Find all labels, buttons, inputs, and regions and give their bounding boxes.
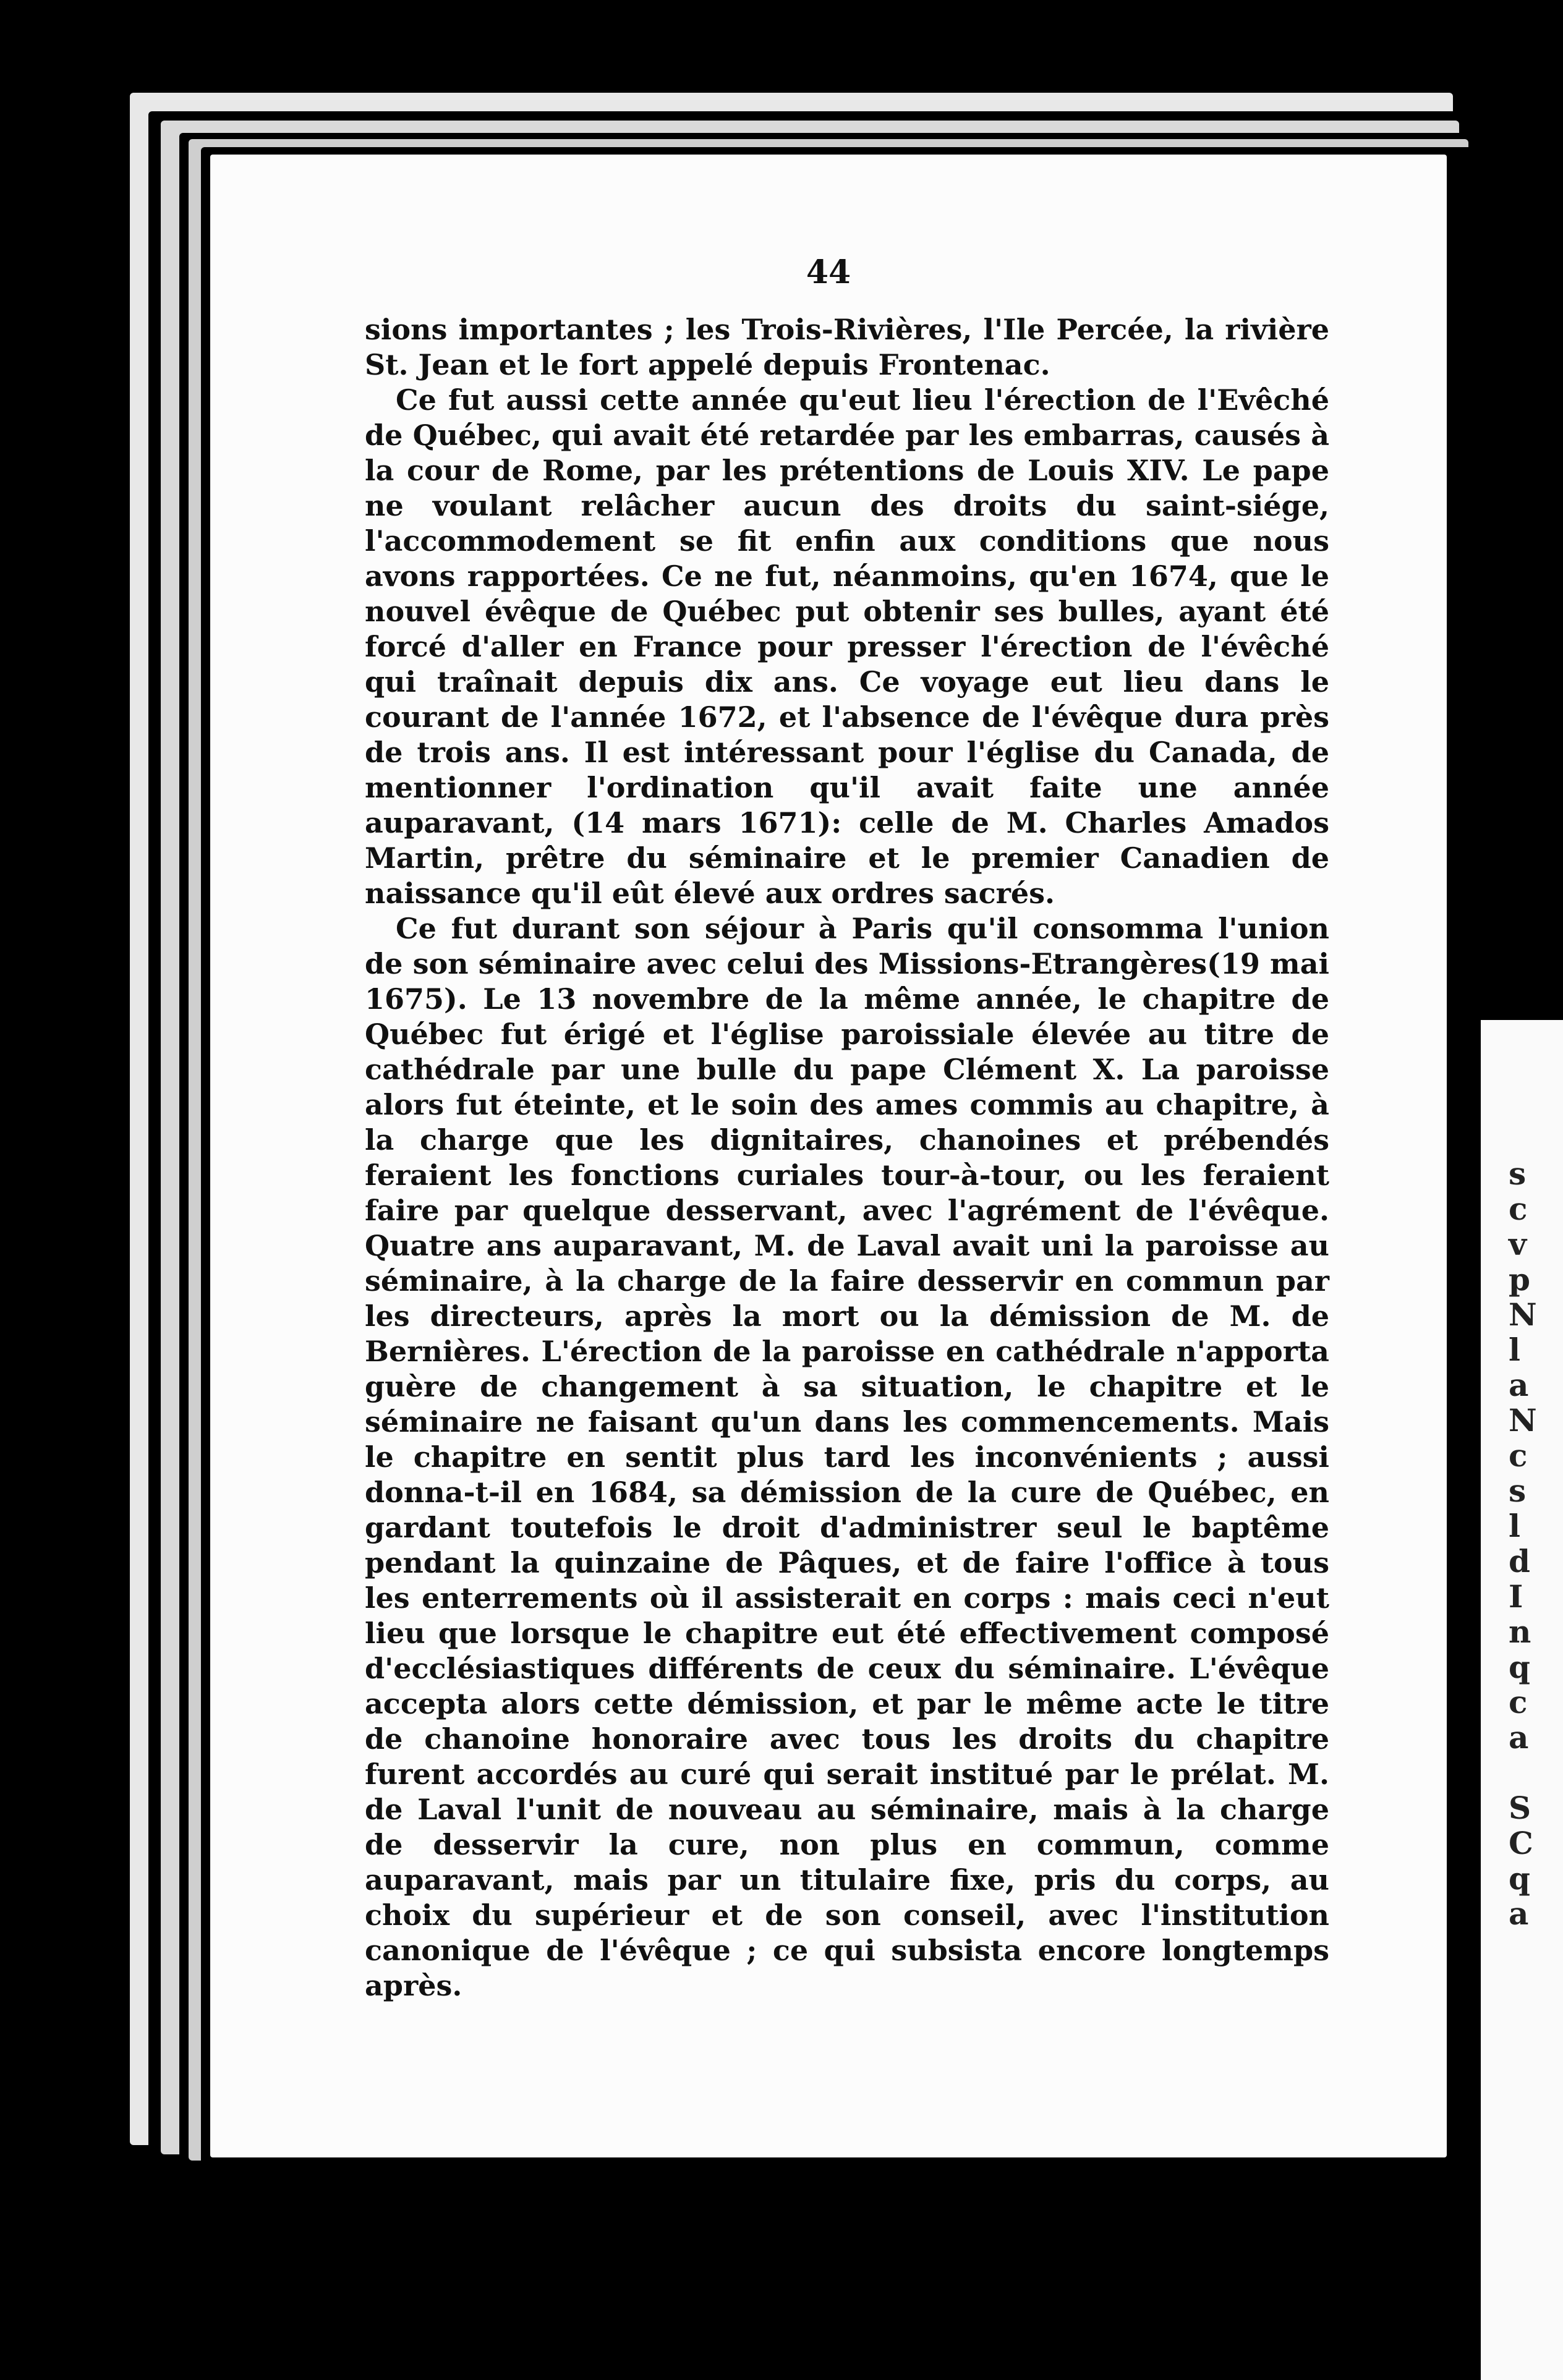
adjacent-page-letter: a (1509, 1719, 1529, 1756)
adjacent-page-letter: N (1509, 1402, 1537, 1439)
adjacent-page-letter: n (1509, 1613, 1531, 1650)
adjacent-page-letter (1509, 1755, 1558, 1790)
adjacent-page-letter: c (1509, 1437, 1528, 1474)
paragraph: sions importantes ; les Trois-Rivières, l'Ile Percée, la rivière St. Jean et le fort appelé depuis Frontenac. (365, 313, 1329, 381)
paragraph: Ce fut durant son séjour à Paris qu'il consomma l'union de son séminaire avec celui des Missions-Etrangères(19 mai 1675). Le 13 novembre de la même année, le chapitre de Québec fut érigé et l'église paroissiale élevée au titre de cathédrale par une bulle du pape Clément X. La paroisse alors fut éteinte, et le soin des ames commis au chapitre, à la charge que les dignitaires, chanoines et prébendés feraient les fonctions curiales tour-à-tour, ou les feraient faire par quelque desservant, avec l'agrément de l'évêque. Quatre ans auparavant, M. de Laval avait uni la paroisse au séminaire, à la charge de la faire desservir en commun par les directeurs, après la mort ou la démission de M. de Bernières. L'érection de la paroisse en cathédrale n'apporta guère de changement à sa situation, le chapitre et le séminaire ne faisant qu'un dans les commencements. Mais le chapitre en sentit plus tard les inconvénients ; aussi donna-t-il en 1684, sa démission de la cure de Québec, en gardant toutefois le droit d'administrer seul le baptême pendant la quinzaine de Pâques, et de faire l'office à tous les enterrements où il assisterait en corps : mais ceci n'eut lieu que lorsque le chapitre eut été effectivement composé d'ecclésiastiques différents de ceux du séminaire. L'évêque accepta alors cette démission, et par le même acte le titre de chanoine honoraire avec tous les droits du chapitre furent accordés au curé qui serait institué par le prélat. M. de Laval l'unit de nouveau au séminaire, mais à la charge de desservir la cure, non plus en commun, comme auparavant, mais par un titulaire fixe, pris du corps, au choix du supérieur et de son conseil, avec l'institution canonique de l'évêque ; ce qui subsista encore longtemps après. (365, 912, 1329, 2002)
adjacent-page-letter: a (1509, 1895, 1529, 1932)
adjacent-page-letter: d (1509, 1543, 1530, 1579)
book-page (210, 155, 1447, 2157)
adjacent-page-letter: p (1509, 1261, 1530, 1298)
adjacent-page-letter: I (1509, 1578, 1523, 1615)
adjacent-page-letter: s (1509, 1155, 1527, 1192)
adjacent-page-letter: N (1509, 1296, 1537, 1333)
adjacent-page-text (1509, 1156, 1558, 1931)
adjacent-page-letter: q (1509, 1649, 1530, 1685)
adjacent-page-letter: c (1509, 1684, 1528, 1720)
page-body (365, 312, 1329, 2004)
adjacent-page-letter: l (1509, 1508, 1520, 1544)
adjacent-page-letter: a (1509, 1367, 1529, 1403)
page-number: 44 (806, 253, 851, 291)
adjacent-page-letter: S (1509, 1790, 1531, 1826)
adjacent-page-letter: l (1509, 1332, 1520, 1368)
paragraph: Ce fut aussi cette année qu'eut lieu l'érection de l'Evêché de Québec, qui avait été retardée par les embarras, causés à la cour de Rome, par les prétentions de Louis XIV. Le pape ne voulant relâcher aucun des droits du saint-siége, l'accommodement se fit enfin aux conditions que nous avons rapportées. Ce ne fut, néanmoins, qu'en 1674, que le nouvel évêque de Québec put obtenir ses bulles, ayant été forcé d'aller en France pour presser l'érection de l'évêché qui traînait depuis dix ans. Ce voyage eut lieu dans le courant de l'année 1672, et l'absence de l'évêque dura près de trois ans. Il est intéressant pour l'église du Canada, de mentionner l'ordination qu'il avait faite une année auparavant, (14 mars 1671): celle de M. Charles Amados Martin, prêtre du séminaire et le premier Canadien de naissance qu'il eût élevé aux ordres sacrés. (365, 383, 1329, 910)
adjacent-page-letter: c (1509, 1191, 1528, 1227)
adjacent-page-letter: q (1509, 1860, 1530, 1897)
adjacent-page-letter: v (1509, 1226, 1527, 1262)
adjacent-page-letter: C (1509, 1825, 1533, 1861)
adjacent-page-letter: s (1509, 1473, 1527, 1509)
